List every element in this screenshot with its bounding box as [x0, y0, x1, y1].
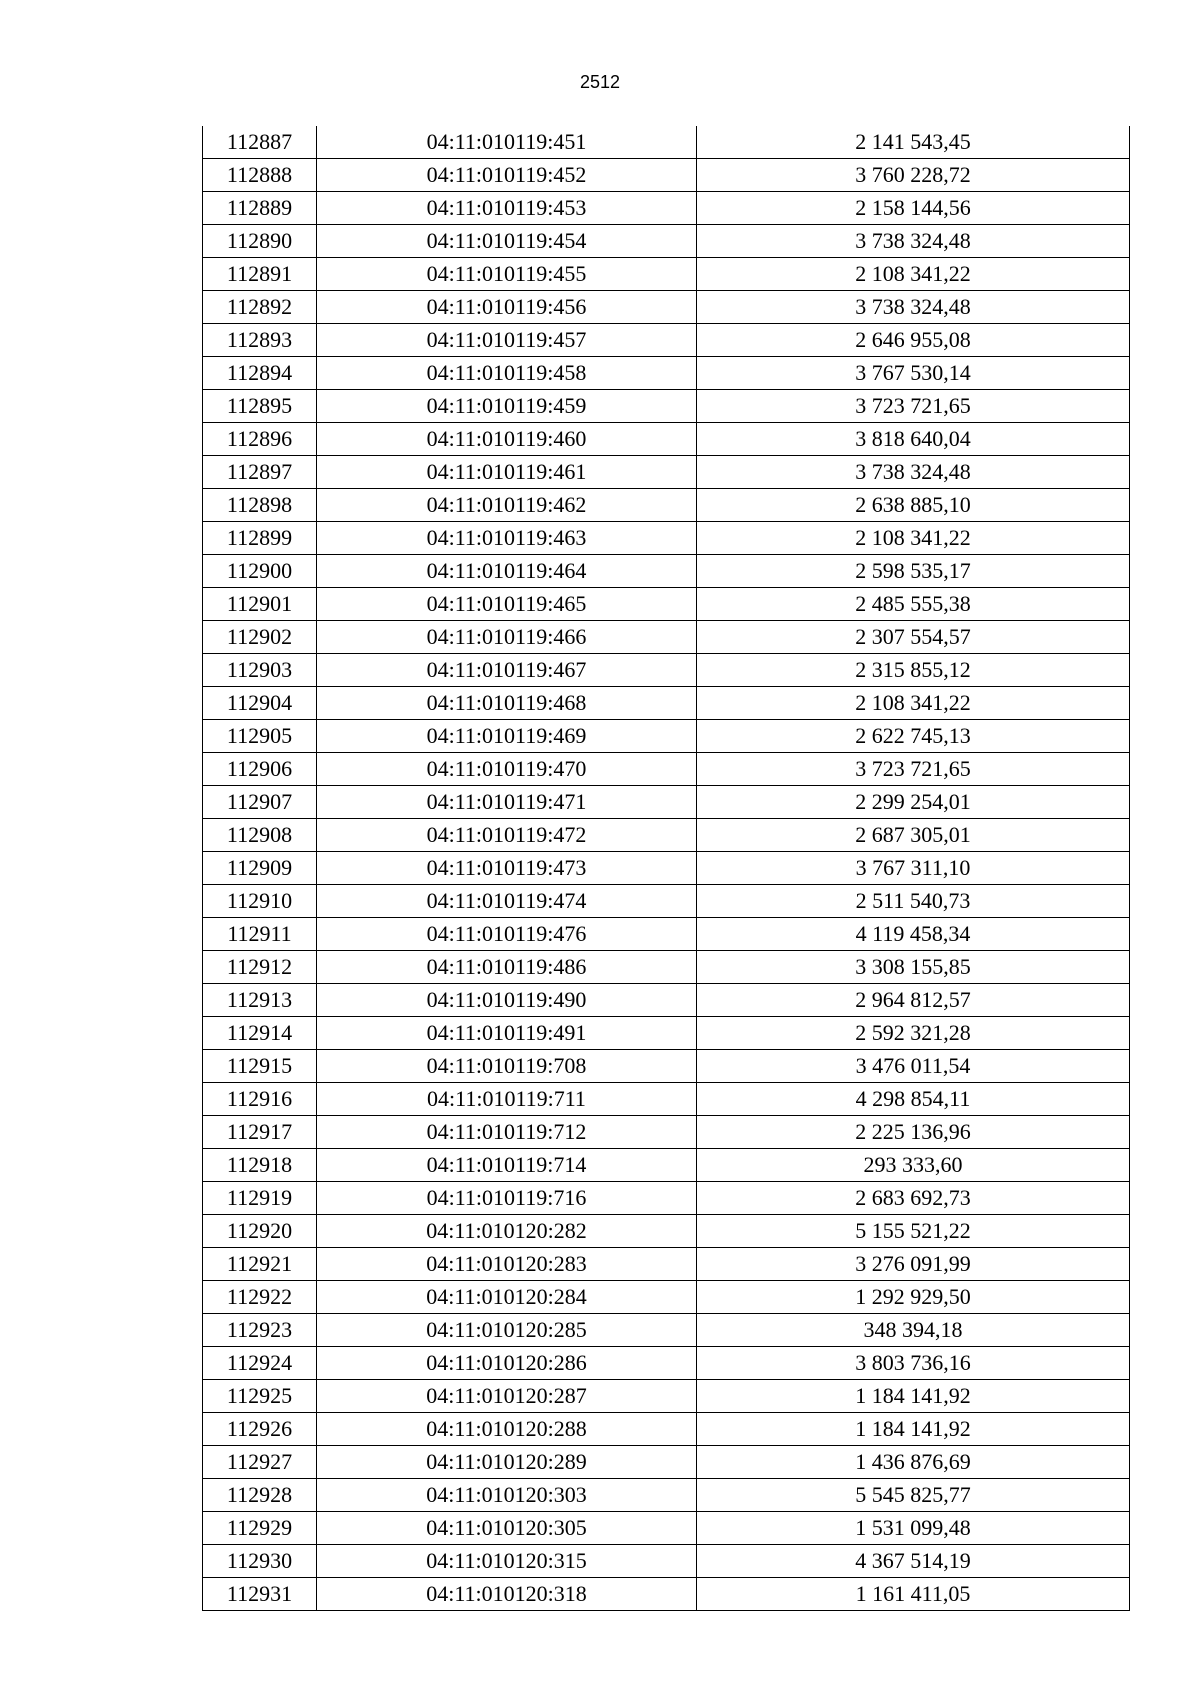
- cadastral-number-cell: 04:11:010119:457: [317, 324, 697, 357]
- row-number-cell: 112912: [203, 951, 317, 984]
- table-row: [203, 390, 1130, 423]
- table-row: [203, 1083, 1130, 1116]
- row-number-cell: 112917: [203, 1116, 317, 1149]
- value-cell: 3 818 640,04: [697, 423, 1130, 456]
- value-cell: 5 545 825,77: [697, 1479, 1130, 1512]
- cadastral-number-cell: 04:11:010119:714: [317, 1149, 697, 1182]
- value-cell: 3 738 324,48: [697, 456, 1130, 489]
- row-number-cell: 112887: [203, 126, 317, 159]
- cadastral-number-cell: 04:11:010119:461: [317, 456, 697, 489]
- table-row: [203, 1380, 1130, 1413]
- value-cell: 2 598 535,17: [697, 555, 1130, 588]
- cadastral-number-cell: 04:11:010120:283: [317, 1248, 697, 1281]
- value-cell: 2 592 321,28: [697, 1017, 1130, 1050]
- value-cell: 3 723 721,65: [697, 390, 1130, 423]
- cadastral-number-cell: 04:11:010119:458: [317, 357, 697, 390]
- value-cell: 4 298 854,11: [697, 1083, 1130, 1116]
- table-row: [203, 918, 1130, 951]
- table-row: [203, 522, 1130, 555]
- cadastral-number-cell: 04:11:010119:462: [317, 489, 697, 522]
- row-number-cell: 112925: [203, 1380, 317, 1413]
- value-cell: 3 767 530,14: [697, 357, 1130, 390]
- cadastral-number-cell: 04:11:010119:459: [317, 390, 697, 423]
- table-row: [203, 588, 1130, 621]
- cadastral-number-cell: 04:11:010120:282: [317, 1215, 697, 1248]
- value-cell: 3 276 091,99: [697, 1248, 1130, 1281]
- value-cell: 293 333,60: [697, 1149, 1130, 1182]
- value-cell: 1 184 141,92: [697, 1413, 1130, 1446]
- value-cell: 2 687 305,01: [697, 819, 1130, 852]
- table-row: [203, 819, 1130, 852]
- cadastral-number-cell: 04:11:010119:469: [317, 720, 697, 753]
- value-cell: 348 394,18: [697, 1314, 1130, 1347]
- value-cell: 2 622 745,13: [697, 720, 1130, 753]
- value-cell: 3 803 736,16: [697, 1347, 1130, 1380]
- cadastral-number-cell: 04:11:010119:470: [317, 753, 697, 786]
- table-row: [203, 1281, 1130, 1314]
- cadastral-number-cell: 04:11:010119:454: [317, 225, 697, 258]
- row-number-cell: 112896: [203, 423, 317, 456]
- row-number-cell: 112921: [203, 1248, 317, 1281]
- cadastral-number-cell: 04:11:010119:716: [317, 1182, 697, 1215]
- table-row: [203, 489, 1130, 522]
- table-row: [203, 654, 1130, 687]
- value-cell: 2 108 341,22: [697, 687, 1130, 720]
- cadastral-number-cell: 04:11:010119:490: [317, 984, 697, 1017]
- value-cell: 4 367 514,19: [697, 1545, 1130, 1578]
- cadastral-number-cell: 04:11:010119:712: [317, 1116, 697, 1149]
- value-cell: 2 511 540,73: [697, 885, 1130, 918]
- value-cell: 2 141 543,45: [697, 126, 1130, 159]
- row-number-cell: 112929: [203, 1512, 317, 1545]
- cadastral-number-cell: 04:11:010119:476: [317, 918, 697, 951]
- table-row: [203, 951, 1130, 984]
- row-number-cell: 112911: [203, 918, 317, 951]
- row-number-cell: 112894: [203, 357, 317, 390]
- cadastral-number-cell: 04:11:010120:285: [317, 1314, 697, 1347]
- cadastral-number-cell: 04:11:010120:284: [317, 1281, 697, 1314]
- cadastral-number-cell: 04:11:010119:452: [317, 159, 697, 192]
- cadastral-number-cell: 04:11:010119:491: [317, 1017, 697, 1050]
- table-row: [203, 1050, 1130, 1083]
- row-number-cell: 112913: [203, 984, 317, 1017]
- row-number-cell: 112897: [203, 456, 317, 489]
- table-row: [203, 456, 1130, 489]
- row-number-cell: 112927: [203, 1446, 317, 1479]
- row-number-cell: 112919: [203, 1182, 317, 1215]
- table-row: [203, 126, 1130, 159]
- value-cell: 3 476 011,54: [697, 1050, 1130, 1083]
- value-cell: 2 307 554,57: [697, 621, 1130, 654]
- table-row: [203, 1545, 1130, 1578]
- table-row: [203, 720, 1130, 753]
- cadastral-number-cell: 04:11:010119:711: [317, 1083, 697, 1116]
- table-row: [203, 1314, 1130, 1347]
- row-number-cell: 112920: [203, 1215, 317, 1248]
- row-number-cell: 112926: [203, 1413, 317, 1446]
- row-number-cell: 112907: [203, 786, 317, 819]
- cadastral-number-cell: 04:11:010119:474: [317, 885, 697, 918]
- cadastral-number-cell: 04:11:010120:287: [317, 1380, 697, 1413]
- table-row: [203, 852, 1130, 885]
- row-number-cell: 112906: [203, 753, 317, 786]
- table-row: [203, 1479, 1130, 1512]
- row-number-cell: 112918: [203, 1149, 317, 1182]
- cadastral-number-cell: 04:11:010119:466: [317, 621, 697, 654]
- row-number-cell: 112903: [203, 654, 317, 687]
- page-number: 2512: [579, 72, 621, 92]
- row-number-cell: 112910: [203, 885, 317, 918]
- table-row: [203, 753, 1130, 786]
- row-number-cell: 112890: [203, 225, 317, 258]
- table-row: [203, 159, 1130, 192]
- cadastral-number-cell: 04:11:010119:708: [317, 1050, 697, 1083]
- row-number-cell: 112895: [203, 390, 317, 423]
- row-number-cell: 112930: [203, 1545, 317, 1578]
- row-number-cell: 112916: [203, 1083, 317, 1116]
- table-row: [203, 1017, 1130, 1050]
- cadastral-number-cell: 04:11:010119:453: [317, 192, 697, 225]
- cadastral-number-cell: 04:11:010120:315: [317, 1545, 697, 1578]
- row-number-cell: 112908: [203, 819, 317, 852]
- row-number-cell: 112888: [203, 159, 317, 192]
- cadastral-number-cell: 04:11:010119:468: [317, 687, 697, 720]
- table-row: [203, 1215, 1130, 1248]
- row-number-cell: 112928: [203, 1479, 317, 1512]
- value-cell: 1 184 141,92: [697, 1380, 1130, 1413]
- table-row: [203, 357, 1130, 390]
- table-row: [203, 291, 1130, 324]
- value-cell: 1 292 929,50: [697, 1281, 1130, 1314]
- value-cell: 3 767 311,10: [697, 852, 1130, 885]
- cadastral-number-cell: 04:11:010120:303: [317, 1479, 697, 1512]
- row-number-cell: 112915: [203, 1050, 317, 1083]
- row-number-cell: 112900: [203, 555, 317, 588]
- row-number-cell: 112891: [203, 258, 317, 291]
- table-row: [203, 258, 1130, 291]
- row-number-cell: 112923: [203, 1314, 317, 1347]
- value-cell: 2 683 692,73: [697, 1182, 1130, 1215]
- table-row: [203, 984, 1130, 1017]
- row-number-cell: 112898: [203, 489, 317, 522]
- row-number-cell: 112899: [203, 522, 317, 555]
- cadastral-number-cell: 04:11:010119:464: [317, 555, 697, 588]
- value-cell: 1 161 411,05: [697, 1578, 1130, 1611]
- row-number-cell: 112905: [203, 720, 317, 753]
- table-row: [203, 1446, 1130, 1479]
- row-number-cell: 112892: [203, 291, 317, 324]
- row-number-cell: 112922: [203, 1281, 317, 1314]
- value-cell: 2 108 341,22: [697, 522, 1130, 555]
- table-row: [203, 1578, 1130, 1611]
- table-row: [203, 1149, 1130, 1182]
- table-body: [203, 126, 1130, 1611]
- cadastral-number-cell: 04:11:010119:472: [317, 819, 697, 852]
- value-cell: 1 531 099,48: [697, 1512, 1130, 1545]
- table-row: [203, 621, 1130, 654]
- cadastral-number-cell: 04:11:010119:451: [317, 126, 697, 159]
- value-cell: 2 225 136,96: [697, 1116, 1130, 1149]
- value-cell: 2 158 144,56: [697, 192, 1130, 225]
- data-table: [202, 126, 1130, 1611]
- value-cell: 4 119 458,34: [697, 918, 1130, 951]
- table-row: [203, 1413, 1130, 1446]
- row-number-cell: 112904: [203, 687, 317, 720]
- value-cell: 3 308 155,85: [697, 951, 1130, 984]
- value-cell: 2 315 855,12: [697, 654, 1130, 687]
- table-row: [203, 687, 1130, 720]
- value-cell: 3 760 228,72: [697, 159, 1130, 192]
- cadastral-number-cell: 04:11:010119:463: [317, 522, 697, 555]
- value-cell: 2 299 254,01: [697, 786, 1130, 819]
- cadastral-number-cell: 04:11:010119:473: [317, 852, 697, 885]
- table-row: [203, 1347, 1130, 1380]
- table-row: [203, 786, 1130, 819]
- row-number-cell: 112909: [203, 852, 317, 885]
- value-cell: 1 436 876,69: [697, 1446, 1130, 1479]
- row-number-cell: 112889: [203, 192, 317, 225]
- table-row: [203, 885, 1130, 918]
- cadastral-number-cell: 04:11:010119:486: [317, 951, 697, 984]
- row-number-cell: 112902: [203, 621, 317, 654]
- cadastral-number-cell: 04:11:010119:467: [317, 654, 697, 687]
- value-cell: 2 646 955,08: [697, 324, 1130, 357]
- table-row: [203, 1182, 1130, 1215]
- value-cell: 2 485 555,38: [697, 588, 1130, 621]
- value-cell: 3 723 721,65: [697, 753, 1130, 786]
- value-cell: 5 155 521,22: [697, 1215, 1130, 1248]
- cadastral-number-cell: 04:11:010119:456: [317, 291, 697, 324]
- cadastral-number-cell: 04:11:010119:460: [317, 423, 697, 456]
- value-cell: 3 738 324,48: [697, 291, 1130, 324]
- cadastral-number-cell: 04:11:010119:455: [317, 258, 697, 291]
- value-cell: 2 638 885,10: [697, 489, 1130, 522]
- value-cell: 2 108 341,22: [697, 258, 1130, 291]
- table-row: [203, 1116, 1130, 1149]
- value-cell: 2 964 812,57: [697, 984, 1130, 1017]
- table-row: [203, 423, 1130, 456]
- row-number-cell: 112901: [203, 588, 317, 621]
- value-cell: 3 738 324,48: [697, 225, 1130, 258]
- cadastral-number-cell: 04:11:010120:289: [317, 1446, 697, 1479]
- cadastral-number-cell: 04:11:010120:318: [317, 1578, 697, 1611]
- cadastral-number-cell: 04:11:010120:286: [317, 1347, 697, 1380]
- row-number-cell: 112931: [203, 1578, 317, 1611]
- table-row: [203, 1512, 1130, 1545]
- table-row: [203, 192, 1130, 225]
- cadastral-number-cell: 04:11:010120:305: [317, 1512, 697, 1545]
- row-number-cell: 112914: [203, 1017, 317, 1050]
- table-row: [203, 324, 1130, 357]
- row-number-cell: 112924: [203, 1347, 317, 1380]
- cadastral-number-cell: 04:11:010119:471: [317, 786, 697, 819]
- table-row: [203, 555, 1130, 588]
- cadastral-number-cell: 04:11:010119:465: [317, 588, 697, 621]
- table-row: [203, 1248, 1130, 1281]
- cadastral-number-cell: 04:11:010120:288: [317, 1413, 697, 1446]
- table-row: [203, 225, 1130, 258]
- row-number-cell: 112893: [203, 324, 317, 357]
